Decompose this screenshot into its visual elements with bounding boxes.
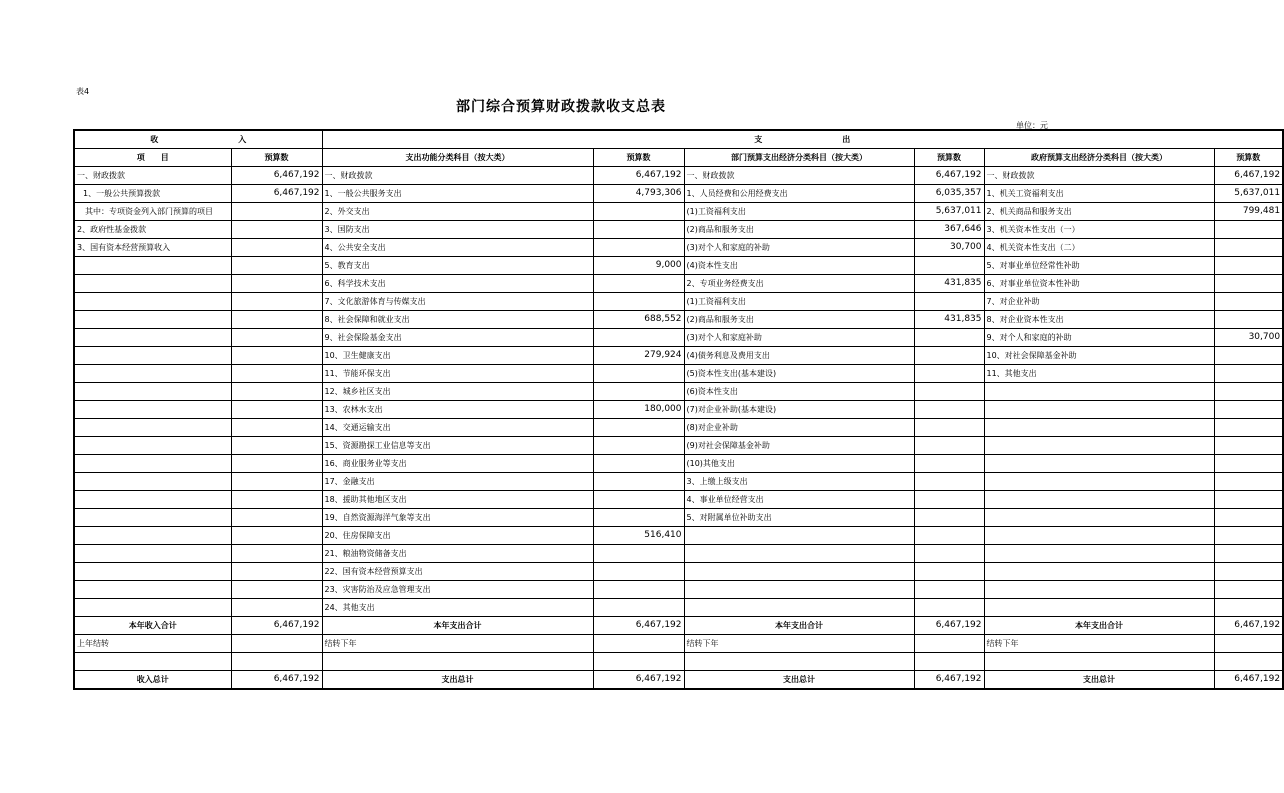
income-item-cell	[74, 545, 231, 563]
dept-budget-cell	[914, 347, 984, 365]
gov-item-cell	[984, 599, 1214, 617]
table-row	[74, 275, 1283, 293]
income-item-cell: 一、财政拨款	[74, 167, 231, 185]
func-item-cell: 18、援助其他地区支出	[322, 491, 593, 509]
func-item-cell: 1、一般公共服务支出	[322, 185, 593, 203]
income-item-cell	[74, 581, 231, 599]
gov-item-cell	[984, 473, 1214, 491]
income-budget-cell	[231, 581, 322, 599]
table-row	[74, 419, 1283, 437]
func-budget-cell: 4,793,306	[593, 185, 684, 203]
table-row	[74, 365, 1283, 383]
gov-budget-cell	[1214, 491, 1283, 509]
table-row	[74, 599, 1283, 617]
func-budget-cell: 180,000	[593, 401, 684, 419]
func-budget-cell	[593, 473, 684, 491]
dept-item-cell: (9)对社会保障基金补助	[684, 437, 914, 455]
gov-item-cell: 6、对事业单位资本性补助	[984, 275, 1214, 293]
year-expense-total-label: 本年支出合计	[984, 617, 1214, 635]
table-row	[74, 455, 1283, 473]
func-budget-cell	[593, 275, 684, 293]
func-budget-cell	[593, 509, 684, 527]
income-item-cell	[74, 419, 231, 437]
table-row	[74, 311, 1283, 329]
func-item-cell: 23、灾害防治及应急管理支出	[322, 581, 593, 599]
income-item-cell	[74, 275, 231, 293]
income-budget-cell	[231, 383, 322, 401]
dept-budget-cell: 431,835	[914, 275, 984, 293]
year-expense-total-value: 6,467,192	[593, 617, 684, 635]
income-budget-cell	[231, 491, 322, 509]
gov-budget-cell: 30,700	[1214, 329, 1283, 347]
table-row	[74, 203, 1283, 221]
income-grand-total-value: 6,467,192	[231, 671, 322, 690]
year-expense-total-value: 6,467,192	[914, 617, 984, 635]
income-item-cell	[74, 401, 231, 419]
blank-cell	[593, 653, 684, 671]
table-row	[74, 437, 1283, 455]
func-budget-cell: 9,000	[593, 257, 684, 275]
func-budget-cell	[593, 419, 684, 437]
func-item-cell: 17、金融支出	[322, 473, 593, 491]
dept-item-cell	[684, 563, 914, 581]
income-budget-cell	[231, 329, 322, 347]
table-number-tag: 表4	[76, 87, 90, 96]
col-header-dept: 部门预算支出经济分类科目（按大类）	[684, 149, 914, 167]
func-budget-cell	[593, 563, 684, 581]
income-budget-cell	[231, 257, 322, 275]
col-header-budget: 预算数	[231, 149, 322, 167]
table-row	[74, 581, 1283, 599]
dept-budget-cell	[914, 365, 984, 383]
dept-budget-cell	[914, 491, 984, 509]
dept-item-cell: 3、上缴上级支出	[684, 473, 914, 491]
blank-cell	[1214, 653, 1283, 671]
dept-item-cell: 1、人员经费和公用经费支出	[684, 185, 914, 203]
income-budget-cell	[231, 203, 322, 221]
unit-label: 单位：元	[1016, 121, 1048, 130]
gov-budget-cell	[1214, 275, 1283, 293]
func-item-cell: 2、外交支出	[322, 203, 593, 221]
year-total-row	[74, 617, 1283, 635]
gov-item-cell: 11、其他支出	[984, 365, 1214, 383]
expense-grand-total-label: 支出总计	[984, 671, 1214, 690]
income-item-cell	[74, 437, 231, 455]
income-item-cell	[74, 257, 231, 275]
income-item-cell: 2、政府性基金拨款	[74, 221, 231, 239]
func-budget-cell	[593, 221, 684, 239]
func-item-cell: 12、城乡社区支出	[322, 383, 593, 401]
dept-item-cell: 4、事业单位经营支出	[684, 491, 914, 509]
gov-budget-cell	[1214, 599, 1283, 617]
dept-budget-cell	[914, 545, 984, 563]
income-budget-cell	[231, 311, 322, 329]
dept-budget-cell	[914, 257, 984, 275]
dept-item-cell: (4)资本性支出	[684, 257, 914, 275]
table-row	[74, 329, 1283, 347]
dept-budget-cell	[914, 509, 984, 527]
year-expense-total-label: 本年支出合计	[684, 617, 914, 635]
page-title: 部门综合预算财政拨款收支总表	[456, 99, 666, 115]
dept-budget-cell	[914, 527, 984, 545]
func-item-cell: 15、资源勘探工业信息等支出	[322, 437, 593, 455]
income-budget-cell: 6,467,192	[231, 185, 322, 203]
year-expense-total-value: 6,467,192	[1214, 617, 1283, 635]
income-item-cell: 其中：专项资金列入部门预算的项目	[74, 203, 231, 221]
gov-budget-cell	[1214, 545, 1283, 563]
func-budget-cell	[593, 437, 684, 455]
func-item-cell: 11、节能环保支出	[322, 365, 593, 383]
dept-budget-cell	[914, 329, 984, 347]
gov-item-cell	[984, 491, 1214, 509]
income-grand-total-label: 收入总计	[74, 671, 231, 690]
income-budget-cell	[231, 365, 322, 383]
dept-budget-cell	[914, 401, 984, 419]
func-item-cell: 8、社会保障和就业支出	[322, 311, 593, 329]
dept-item-cell	[684, 599, 914, 617]
dept-item-cell: 一、财政拨款	[684, 167, 914, 185]
gov-budget-cell	[1214, 419, 1283, 437]
dept-item-cell: 5、对附属单位补助支出	[684, 509, 914, 527]
income-budget-cell	[231, 293, 322, 311]
column-header-row	[74, 149, 1283, 167]
income-item-cell	[74, 473, 231, 491]
carry-forward-label: 结转下年	[322, 635, 593, 653]
table-row	[74, 293, 1283, 311]
carry-forward-label: 结转下年	[684, 635, 914, 653]
table-row	[74, 563, 1283, 581]
income-budget-cell	[231, 509, 322, 527]
func-budget-cell	[593, 599, 684, 617]
income-item-cell	[74, 509, 231, 527]
func-item-cell: 13、农林水支出	[322, 401, 593, 419]
gov-budget-cell	[1214, 239, 1283, 257]
dept-item-cell: (2)商品和服务支出	[684, 311, 914, 329]
func-item-cell: 20、住房保障支出	[322, 527, 593, 545]
expense-group-header: 支 出	[322, 130, 1283, 149]
dept-item-cell: (2)商品和服务支出	[684, 221, 914, 239]
budget-summary-table	[73, 129, 1284, 690]
table-row	[74, 167, 1283, 185]
income-budget-cell	[231, 437, 322, 455]
func-budget-cell	[593, 293, 684, 311]
group-header-row	[74, 130, 1283, 149]
func-item-cell: 10、卫生健康支出	[322, 347, 593, 365]
func-item-cell: 6、科学技术支出	[322, 275, 593, 293]
year-income-total-value: 6,467,192	[231, 617, 322, 635]
carry-forward-value	[914, 635, 984, 653]
income-budget-cell	[231, 473, 322, 491]
dept-item-cell: (4)债务利息及费用支出	[684, 347, 914, 365]
table-row	[74, 401, 1283, 419]
income-item-cell	[74, 365, 231, 383]
income-budget-cell: 6,467,192	[231, 167, 322, 185]
func-item-cell: 14、交通运输支出	[322, 419, 593, 437]
dept-budget-cell	[914, 581, 984, 599]
expense-grand-total-value: 6,467,192	[914, 671, 984, 690]
gov-item-cell	[984, 455, 1214, 473]
func-budget-cell	[593, 581, 684, 599]
table-row	[74, 347, 1283, 365]
func-item-cell: 4、公共安全支出	[322, 239, 593, 257]
income-budget-cell	[231, 599, 322, 617]
func-item-cell: 一、财政拨款	[322, 167, 593, 185]
func-budget-cell: 516,410	[593, 527, 684, 545]
income-budget-cell	[231, 275, 322, 293]
col-header-budget: 预算数	[914, 149, 984, 167]
func-budget-cell	[593, 329, 684, 347]
gov-budget-cell	[1214, 311, 1283, 329]
carry-forward-value	[1214, 635, 1283, 653]
dept-budget-cell: 5,637,011	[914, 203, 984, 221]
func-budget-cell: 279,924	[593, 347, 684, 365]
carry-row	[74, 635, 1283, 653]
carry-forward-value	[593, 635, 684, 653]
blank-cell	[231, 653, 322, 671]
func-item-cell: 9、社会保险基金支出	[322, 329, 593, 347]
expense-grand-total-value: 6,467,192	[593, 671, 684, 690]
income-budget-cell	[231, 239, 322, 257]
col-header-item: 项 目	[74, 149, 231, 167]
dept-budget-cell: 30,700	[914, 239, 984, 257]
dept-item-cell: (1)工资福利支出	[684, 203, 914, 221]
gov-item-cell: 5、对事业单位经常性补助	[984, 257, 1214, 275]
income-budget-cell	[231, 347, 322, 365]
income-budget-cell	[231, 401, 322, 419]
table-row	[74, 221, 1283, 239]
income-budget-cell	[231, 455, 322, 473]
blank-cell	[684, 653, 914, 671]
dept-budget-cell	[914, 293, 984, 311]
income-budget-cell	[231, 563, 322, 581]
gov-budget-cell	[1214, 293, 1283, 311]
table-row	[74, 185, 1283, 203]
func-budget-cell	[593, 203, 684, 221]
gov-item-cell	[984, 527, 1214, 545]
gov-budget-cell	[1214, 257, 1283, 275]
income-group-header: 收 入	[74, 130, 322, 149]
dept-budget-cell	[914, 437, 984, 455]
col-header-budget: 预算数	[593, 149, 684, 167]
col-header-gov: 政府预算支出经济分类科目（按大类）	[984, 149, 1214, 167]
gov-item-cell: 9、对个人和家庭的补助	[984, 329, 1214, 347]
year-expense-total-label: 本年支出合计	[322, 617, 593, 635]
gov-budget-cell	[1214, 527, 1283, 545]
income-item-cell	[74, 563, 231, 581]
gov-budget-cell	[1214, 563, 1283, 581]
table-row	[74, 509, 1283, 527]
func-item-cell: 7、文化旅游体育与传媒支出	[322, 293, 593, 311]
table-row	[74, 473, 1283, 491]
func-budget-cell	[593, 455, 684, 473]
dept-budget-cell	[914, 455, 984, 473]
dept-item-cell: 2、专项业务经费支出	[684, 275, 914, 293]
dept-budget-cell	[914, 383, 984, 401]
gov-item-cell: 7、对企业补助	[984, 293, 1214, 311]
func-item-cell: 21、粮油物资储备支出	[322, 545, 593, 563]
year-income-total-label: 本年收入合计	[74, 617, 231, 635]
func-budget-cell	[593, 239, 684, 257]
func-item-cell: 19、自然资源海洋气象等支出	[322, 509, 593, 527]
dept-budget-cell	[914, 419, 984, 437]
expense-grand-total-label: 支出总计	[322, 671, 593, 690]
carry-forward-label: 结转下年	[984, 635, 1214, 653]
income-item-cell	[74, 491, 231, 509]
func-budget-cell	[593, 365, 684, 383]
gov-budget-cell: 5,637,011	[1214, 185, 1283, 203]
dept-item-cell: (5)资本性支出(基本建设)	[684, 365, 914, 383]
dept-item-cell: (3)对个人和家庭的补助	[684, 239, 914, 257]
dept-item-cell	[684, 527, 914, 545]
dept-item-cell: (10)其他支出	[684, 455, 914, 473]
gov-item-cell	[984, 545, 1214, 563]
func-budget-cell	[593, 383, 684, 401]
dept-budget-cell: 6,467,192	[914, 167, 984, 185]
prev-balance-label: 上年结转	[74, 635, 231, 653]
blank-cell	[984, 653, 1214, 671]
dept-item-cell: (3)对个人和家庭补助	[684, 329, 914, 347]
func-budget-cell	[593, 545, 684, 563]
dept-budget-cell: 431,835	[914, 311, 984, 329]
blank-cell	[914, 653, 984, 671]
gov-budget-cell	[1214, 401, 1283, 419]
gov-item-cell: 4、机关资本性支出（二）	[984, 239, 1214, 257]
gov-item-cell: 8、对企业资本性支出	[984, 311, 1214, 329]
func-item-cell: 22、国有资本经营预算支出	[322, 563, 593, 581]
gov-item-cell: 一、财政拨款	[984, 167, 1214, 185]
gov-item-cell	[984, 437, 1214, 455]
dept-item-cell	[684, 545, 914, 563]
gov-item-cell: 1、机关工资福利支出	[984, 185, 1214, 203]
income-budget-cell	[231, 221, 322, 239]
func-item-cell: 16、商业服务业等支出	[322, 455, 593, 473]
func-budget-cell	[593, 491, 684, 509]
table-row	[74, 545, 1283, 563]
func-budget-cell: 6,467,192	[593, 167, 684, 185]
gov-budget-cell	[1214, 473, 1283, 491]
gov-budget-cell	[1214, 581, 1283, 599]
func-item-cell: 5、教育支出	[322, 257, 593, 275]
gov-budget-cell: 6,467,192	[1214, 167, 1283, 185]
gov-budget-cell	[1214, 509, 1283, 527]
gov-item-cell	[984, 581, 1214, 599]
gov-budget-cell: 799,481	[1214, 203, 1283, 221]
gov-budget-cell	[1214, 455, 1283, 473]
table-row	[74, 239, 1283, 257]
gov-item-cell: 10、对社会保障基金补助	[984, 347, 1214, 365]
dept-budget-cell	[914, 599, 984, 617]
expense-grand-total-value: 6,467,192	[1214, 671, 1283, 690]
dept-item-cell: (7)对企业补助(基本建设)	[684, 401, 914, 419]
func-item-cell: 3、国防支出	[322, 221, 593, 239]
dept-budget-cell: 6,035,357	[914, 185, 984, 203]
gov-item-cell	[984, 419, 1214, 437]
gov-budget-cell	[1214, 383, 1283, 401]
blank-cell	[322, 653, 593, 671]
dept-item-cell: (6)资本性支出	[684, 383, 914, 401]
gov-budget-cell	[1214, 365, 1283, 383]
table-row	[74, 491, 1283, 509]
income-item-cell: 3、国有资本经营预算收入	[74, 239, 231, 257]
income-budget-cell	[231, 419, 322, 437]
blank-cell	[74, 653, 231, 671]
grand-total-row	[74, 671, 1283, 690]
income-item-cell	[74, 293, 231, 311]
gov-item-cell: 3、机关资本性支出（一）	[984, 221, 1214, 239]
gov-budget-cell	[1214, 437, 1283, 455]
dept-item-cell: (1)工资福利支出	[684, 293, 914, 311]
income-item-cell	[74, 527, 231, 545]
table-row	[74, 257, 1283, 275]
table-row	[74, 527, 1283, 545]
table-row	[74, 383, 1283, 401]
gov-item-cell	[984, 383, 1214, 401]
col-header-budget: 预算数	[1214, 149, 1283, 167]
gov-budget-cell	[1214, 347, 1283, 365]
gov-item-cell: 2、机关商品和服务支出	[984, 203, 1214, 221]
gov-item-cell	[984, 509, 1214, 527]
income-item-cell	[74, 311, 231, 329]
income-budget-cell	[231, 545, 322, 563]
income-item-cell	[74, 329, 231, 347]
col-header-func: 支出功能分类科目（按大类）	[322, 149, 593, 167]
gov-item-cell	[984, 401, 1214, 419]
dept-budget-cell: 367,646	[914, 221, 984, 239]
dept-budget-cell	[914, 563, 984, 581]
expense-grand-total-label: 支出总计	[684, 671, 914, 690]
income-budget-cell	[231, 527, 322, 545]
gov-budget-cell	[1214, 221, 1283, 239]
prev-balance-value	[231, 635, 322, 653]
func-budget-cell: 688,552	[593, 311, 684, 329]
blank-row	[74, 653, 1283, 671]
func-item-cell: 24、其他支出	[322, 599, 593, 617]
gov-item-cell	[984, 563, 1214, 581]
income-item-cell	[74, 455, 231, 473]
dept-budget-cell	[914, 473, 984, 491]
dept-item-cell: (8)对企业补助	[684, 419, 914, 437]
income-item-cell	[74, 599, 231, 617]
income-item-cell	[74, 347, 231, 365]
dept-item-cell	[684, 581, 914, 599]
income-item-cell: 1、一般公共预算拨款	[74, 185, 231, 203]
income-item-cell	[74, 383, 231, 401]
